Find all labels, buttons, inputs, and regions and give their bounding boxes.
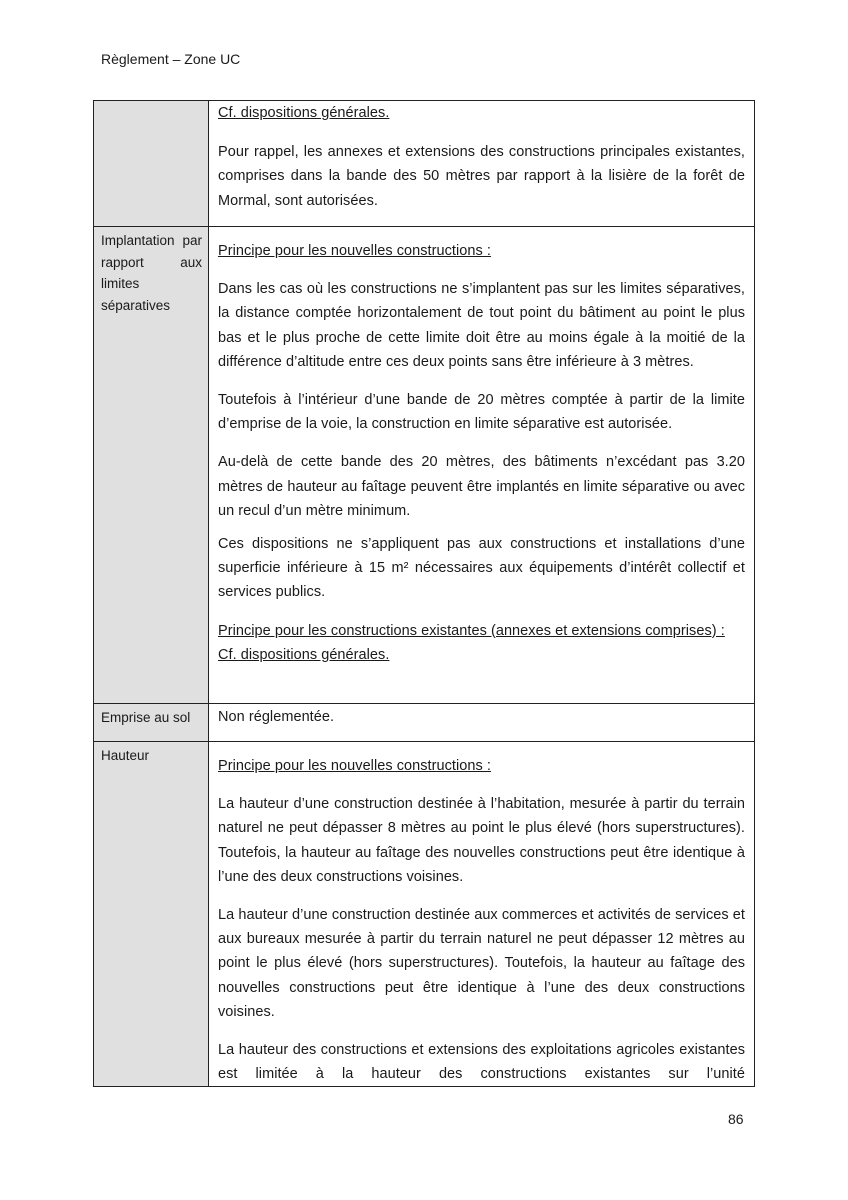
section-heading: Cf. dispositions générales. [218, 105, 390, 121]
section-heading: Principe pour les nouvelles constructions : [218, 243, 491, 259]
row-label: Emprise au sol [101, 710, 191, 725]
table-row [94, 742, 755, 1087]
row-content-cell [209, 742, 755, 1087]
row-label-cell [94, 101, 209, 227]
paragraph: Dans les cas où les constructions ne s’implantent pas sur les limites séparatives, la distance comptée horizontalement de tout point du bâtiment au point le plus bas et le plus proche de cette limite doit être au moins égale à la moitié de la différence d’altitude entre ces deux points sans être inférieure à 3 mètres. [218, 281, 745, 370]
section-heading: Cf. dispositions générales. [218, 646, 390, 663]
row-content-cell [209, 227, 755, 704]
row-label-cell [94, 704, 209, 742]
page-number: 86 [728, 1111, 744, 1127]
paragraph: Non réglementée. [218, 709, 335, 725]
paragraph: La hauteur des constructions et extensions des exploitations agricoles existantes est limitée à la hauteur des constructions existantes sur l’unité [218, 1042, 745, 1083]
row-label-cell [94, 742, 209, 1087]
row-label: Hauteur [101, 748, 150, 763]
page-header: Règlement – Zone UC [101, 51, 241, 67]
table-row [94, 101, 755, 227]
row-label: Implantation par rapport aux limites séparatives [101, 233, 202, 313]
table-row [94, 704, 755, 742]
regulation-table [93, 100, 755, 1087]
paragraph: Toutefois à l’intérieur d’une bande de 20 mètres comptée à partir de la limite d’emprise de la voie, la construction en limite séparative est autorisée. [218, 392, 745, 433]
paragraph: Pour rappel, les annexes et extensions des constructions principales existantes, comprises dans la bande des 50 mètres par rapport à la lisière de la forêt de Mormal, sont autorisées. [218, 144, 745, 209]
table-row [94, 227, 755, 704]
row-content-cell [209, 101, 755, 227]
paragraph: La hauteur d’une construction destinée à l’habitation, mesurée à partir du terrain naturel ne peut dépasser 8 mètres au point le plus élevé (hors superstructures). Toutefois, la hauteur au faîtage des nouvelles constructions peut être identique à l’une des deux constructions voisines. [218, 796, 745, 885]
paragraph: Au-delà de cette bande des 20 mètres, des bâtiments n’excédant pas 3.20 mètres de hauteur au faîtage peuvent être implantés en limite séparative ou avec un recul d’un mètre minimum. [218, 454, 745, 519]
row-label-cell [94, 227, 209, 704]
paragraph: La hauteur d’une construction destinée aux commerces et activités de services et aux bureaux mesurée à partir du terrain naturel ne peut dépasser 12 mètres au point le plus élevé (hors superstructures). Toutefois, la hauteur au faîtage des nouvelles constructions peut être identique à l’une des deux constructions voisines. [218, 907, 745, 1020]
section-heading: Principe pour les nouvelles constructions : [218, 758, 491, 774]
row-content-cell [209, 704, 755, 742]
section-heading: Principe pour les constructions existantes (annexes et extensions comprises) : [218, 622, 725, 639]
paragraph: Ces dispositions ne s’appliquent pas aux constructions et installations d’une superficie inférieure à 15 m² nécessaires aux équipements d’intérêt collectif et services publics. [218, 536, 745, 601]
